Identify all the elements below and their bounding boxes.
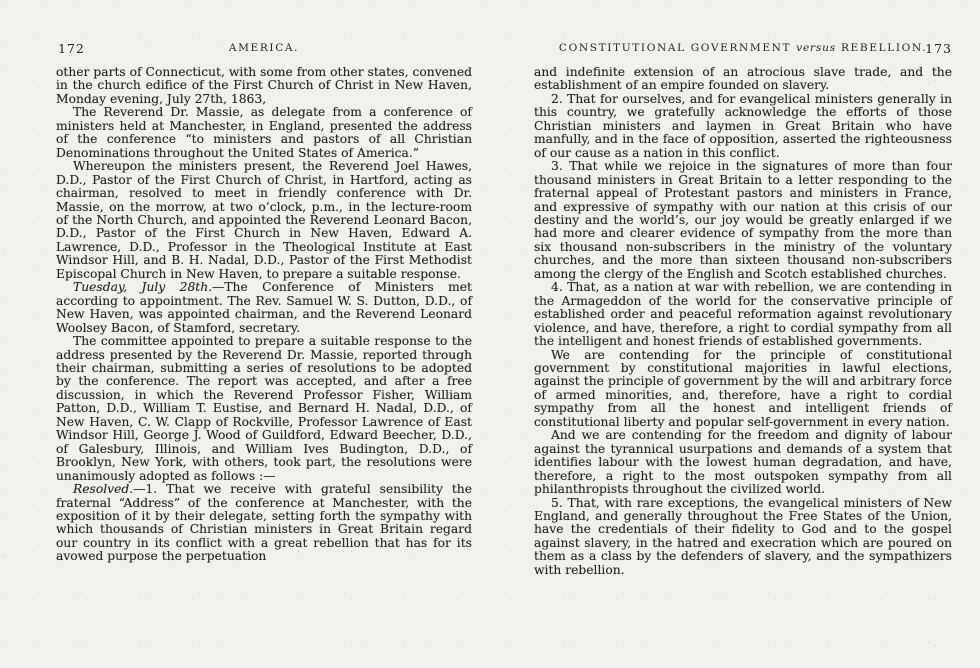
paragraph <box>534 281 952 348</box>
paragraph-lead: Resolved. <box>73 482 134 497</box>
paragraph <box>534 160 952 281</box>
running-head-versus: versus <box>796 42 836 54</box>
right-page <box>534 42 952 577</box>
paragraph <box>56 483 472 564</box>
right-running-head <box>534 42 952 58</box>
paragraph <box>534 429 952 496</box>
left-page-text <box>56 66 472 564</box>
paragraph-text: We are contending for the principle of constitutional government by constitutional majorities in lawful elections, against the principle of government by the will and arbitrary force of armed minorities, and, therefore, have a right to cordial sympathy from all the honest and intelligent friends of constitutional liberty and popular self-government in every nation. <box>534 347 952 429</box>
right-page-text <box>534 66 952 577</box>
paragraph <box>534 497 952 578</box>
left-page <box>56 42 472 577</box>
paragraph-text: —1. That we receive with grateful sensibility the fraternal “Address” of the conference at Manchester, with the exposition of it by their delegate, setting forth the sympathy with which thousands of Christian ministers in Great Britain regard our country in its conflict with a great rebellion that has for its avowed purpose the perpetuation <box>56 482 472 564</box>
left-running-head-title: AMERICA. <box>228 42 300 54</box>
running-head-left: CONSTITUTIONAL GOVERNMENT <box>558 42 792 54</box>
right-page-number: 173 <box>925 41 952 56</box>
paragraph-text: 5. That, with rare exceptions, the evangelical ministers of New England, and generally throughout the Free States of the Union, have the credentials of their fidelity to God and to the gospel against slavery, in the hatred and execration which are poured on them as a class by the defenders of slavery, and the sympathizers with rebellion. <box>534 495 952 577</box>
paragraph-text: Whereupon the ministers present, the Reverend Joel Hawes, D.D., Pastor of the First Church of Christ, in Hartford, acting as chairman, resolved to meet in friendly conference with Dr. Massie, on the morrow, at two o’clock, p.m., in the lecture-room of the North Church, and appointed the Reverend Leonard Bacon, D.D., Pastor of the First Church in New Haven, Edward A. Lawrence, D.D., Professor in the Theological Institute at East Windsor Hill, and B. H. Nadal, D.D., Pastor of the First Methodist Episcopal Church in New Haven, to prepare a suitable response. <box>56 159 472 281</box>
paragraph-lead: Tuesday, July 28th. <box>73 280 213 295</box>
paragraph-text: The committee appointed to prepare a suitable response to the address presented by the Reverend Dr. Massie, reported through their chairman, submitting a series of resolutions to be adopted by the conference. The report was accepted, and after a free discussion, in which the Reverend Professor Fisher, William Patton, D.D., William T. Eustise, and Bernard H. Nadal, D.D., of New Haven, C. W. Clapp of Rockville, Professor Lawrence of East Windsor Hill, George J. Wood of Guildford, Edward Beecher, D.D., of Galesbury, Illinois, and William Ives Budington, D.D., of Brooklyn, New York, with others, took part, the resolutions were unanimously adopted as follows :— <box>56 334 472 483</box>
paragraph-text: 4. That, as a nation at war with rebellion, we are contending in the Armageddon of the world for the conservative principle of established order and peaceful reformation against revolutionary violence, and have, therefore, a right to cordial sympathy from all the intelligent and honest friends of established governments. <box>534 280 952 349</box>
paragraph <box>534 93 952 160</box>
left-page-number: 172 <box>58 41 85 56</box>
paragraph <box>534 349 952 430</box>
left-running-head <box>56 42 472 58</box>
paragraph <box>56 66 472 106</box>
running-head-right: REBELLION. <box>840 42 928 54</box>
paragraph <box>56 281 472 335</box>
paragraph <box>534 66 952 93</box>
paragraph-text: 3. That while we rejoice in the signatures of more than four thousand ministers in Great Britain to a letter responding to the fraternal appeal of Protestant pastors and ministers in France, and expressive of sympathy with our nation at this crisis of our destiny and the world’s, our joy would be greatly enlarged if we had more and clearer evidence of sympathy from the more than six thousand non-subscribers in the ministry of the voluntary churches, and the more than sixteen thousand non-subscribers among the clergy of the English and Scotch established churches. <box>534 159 952 281</box>
right-running-head-title <box>534 42 952 54</box>
paragraph-text: and indefinite extension of an atrocious slave trade, and the establishment of an empire founded on slavery. <box>534 65 952 93</box>
paragraph <box>56 106 472 160</box>
paragraph-text: 2. That for ourselves, and for evangelical ministers generally in this country, we gratefully acknowledge the efforts of those Christian ministers and laymen in Great Britain who have manfully, and in the face of opposition, asserted the righteousness of our cause as a nation in this conflict. <box>534 91 952 160</box>
paragraph <box>56 335 472 483</box>
paragraph-text: And we are contending for the freedom and dignity of labour against the tyrannical usurpations and demands of a system that identifies labour with the lowest human degradation, and have, therefore, a right to the most outspoken sympathy from all philanthropists throughout the civilized world. <box>534 428 952 497</box>
paragraph-text: —The Conference of Ministers met according to appointment. The Rev. Samuel W. S. Dutton, D.D., of New Haven, was appointed chairman, and the Reverend Leonard Woolsey Bacon, of Stamford, secretary. <box>56 280 472 335</box>
paragraph <box>56 160 472 281</box>
paragraph-text: The Reverend Dr. Massie, as delegate from a conference of ministers held at Manchester, in England, presented the address of the conference “to ministers and pastors of all Christian Denominations throughout the United States of America.” <box>56 105 472 160</box>
paragraph-text: other parts of Connecticut, with some from other states, convened in the church edifice of the First Church of Christ in New Haven, Monday evening, July 27th, 1863, <box>56 65 472 106</box>
